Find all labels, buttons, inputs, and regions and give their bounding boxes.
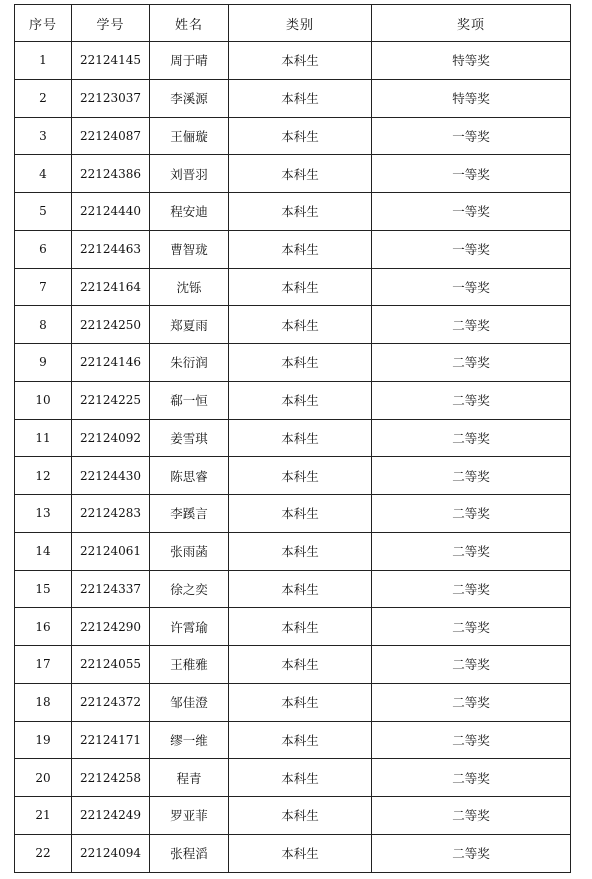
cell-name: 郑夏雨 <box>150 306 229 344</box>
cell-seq: 3 <box>15 117 72 155</box>
cell-category: 本科生 <box>229 381 372 419</box>
table-row <box>15 193 571 231</box>
header-seq: 序号 <box>15 5 72 42</box>
table-row <box>15 495 571 533</box>
cell-name: 李蹊言 <box>150 495 229 533</box>
cell-seq: 15 <box>15 570 72 608</box>
cell-seq: 6 <box>15 230 72 268</box>
table-row <box>15 532 571 570</box>
table-row <box>15 268 571 306</box>
cell-name: 周于晴 <box>150 42 229 80</box>
cell-award: 二等奖 <box>372 759 571 797</box>
cell-category: 本科生 <box>229 683 372 721</box>
cell-category: 本科生 <box>229 306 372 344</box>
table-row <box>15 381 571 419</box>
table-row <box>15 155 571 193</box>
cell-student-id: 22124087 <box>72 117 150 155</box>
cell-category: 本科生 <box>229 268 372 306</box>
cell-seq: 14 <box>15 532 72 570</box>
cell-category: 本科生 <box>229 532 372 570</box>
cell-seq: 5 <box>15 193 72 231</box>
cell-student-id: 22124092 <box>72 419 150 457</box>
cell-name: 朱衍润 <box>150 344 229 382</box>
cell-student-id: 22124283 <box>72 495 150 533</box>
cell-name: 邹佳澄 <box>150 683 229 721</box>
cell-award: 一等奖 <box>372 268 571 306</box>
table-row <box>15 797 571 835</box>
cell-category: 本科生 <box>229 646 372 684</box>
cell-category: 本科生 <box>229 495 372 533</box>
cell-student-id: 22124055 <box>72 646 150 684</box>
cell-student-id: 22124440 <box>72 193 150 231</box>
cell-category: 本科生 <box>229 570 372 608</box>
cell-name: 郗一恒 <box>150 381 229 419</box>
cell-award: 二等奖 <box>372 495 571 533</box>
cell-name: 张程滔 <box>150 834 229 872</box>
cell-award: 二等奖 <box>372 419 571 457</box>
cell-seq: 21 <box>15 797 72 835</box>
cell-award: 二等奖 <box>372 721 571 759</box>
table-row <box>15 42 571 80</box>
cell-student-id: 22124290 <box>72 608 150 646</box>
table-row <box>15 608 571 646</box>
cell-award: 二等奖 <box>372 797 571 835</box>
cell-student-id: 22124164 <box>72 268 150 306</box>
cell-category: 本科生 <box>229 457 372 495</box>
table-row <box>15 570 571 608</box>
table-row <box>15 419 571 457</box>
cell-name: 罗亚菲 <box>150 797 229 835</box>
cell-name: 陈思睿 <box>150 457 229 495</box>
table-row <box>15 457 571 495</box>
cell-category: 本科生 <box>229 79 372 117</box>
cell-award: 一等奖 <box>372 117 571 155</box>
cell-name: 徐之奕 <box>150 570 229 608</box>
cell-award: 二等奖 <box>372 570 571 608</box>
cell-seq: 16 <box>15 608 72 646</box>
cell-seq: 7 <box>15 268 72 306</box>
cell-category: 本科生 <box>229 230 372 268</box>
cell-category: 本科生 <box>229 193 372 231</box>
cell-student-id: 22124225 <box>72 381 150 419</box>
cell-award: 一等奖 <box>372 230 571 268</box>
header-award: 奖项 <box>372 5 571 42</box>
cell-student-id: 22124145 <box>72 42 150 80</box>
table-row <box>15 759 571 797</box>
cell-award: 二等奖 <box>372 344 571 382</box>
cell-student-id: 22124061 <box>72 532 150 570</box>
cell-category: 本科生 <box>229 42 372 80</box>
cell-category: 本科生 <box>229 344 372 382</box>
cell-name: 缪一维 <box>150 721 229 759</box>
cell-category: 本科生 <box>229 608 372 646</box>
cell-seq: 19 <box>15 721 72 759</box>
cell-student-id: 22124171 <box>72 721 150 759</box>
cell-award: 特等奖 <box>372 42 571 80</box>
cell-name: 刘晋羽 <box>150 155 229 193</box>
cell-student-id: 22124372 <box>72 683 150 721</box>
cell-award: 二等奖 <box>372 532 571 570</box>
table-row <box>15 834 571 872</box>
cell-award: 二等奖 <box>372 646 571 684</box>
cell-seq: 10 <box>15 381 72 419</box>
header-category: 类别 <box>229 5 372 42</box>
cell-student-id: 22124249 <box>72 797 150 835</box>
cell-seq: 22 <box>15 834 72 872</box>
cell-seq: 11 <box>15 419 72 457</box>
cell-seq: 9 <box>15 344 72 382</box>
cell-award: 特等奖 <box>372 79 571 117</box>
cell-student-id: 22124386 <box>72 155 150 193</box>
header-student-id: 学号 <box>72 5 150 42</box>
cell-seq: 12 <box>15 457 72 495</box>
header-row <box>15 5 571 42</box>
cell-award: 二等奖 <box>372 381 571 419</box>
cell-category: 本科生 <box>229 721 372 759</box>
header-name: 姓名 <box>150 5 229 42</box>
cell-award: 二等奖 <box>372 457 571 495</box>
table-row <box>15 117 571 155</box>
cell-name: 王俪璇 <box>150 117 229 155</box>
table-header <box>15 5 571 42</box>
cell-name: 王稚雅 <box>150 646 229 684</box>
table-row <box>15 344 571 382</box>
table-body <box>15 42 571 873</box>
table-row <box>15 79 571 117</box>
cell-student-id: 22123037 <box>72 79 150 117</box>
cell-award: 二等奖 <box>372 608 571 646</box>
cell-seq: 2 <box>15 79 72 117</box>
cell-seq: 4 <box>15 155 72 193</box>
cell-seq: 13 <box>15 495 72 533</box>
cell-name: 许霄瑜 <box>150 608 229 646</box>
cell-name: 姜雪琪 <box>150 419 229 457</box>
cell-category: 本科生 <box>229 155 372 193</box>
cell-name: 程青 <box>150 759 229 797</box>
cell-student-id: 22124250 <box>72 306 150 344</box>
table-row <box>15 306 571 344</box>
cell-student-id: 22124146 <box>72 344 150 382</box>
cell-name: 曹智珑 <box>150 230 229 268</box>
cell-award: 一等奖 <box>372 155 571 193</box>
cell-seq: 17 <box>15 646 72 684</box>
table-row <box>15 230 571 268</box>
cell-student-id: 22124430 <box>72 457 150 495</box>
cell-name: 程安迪 <box>150 193 229 231</box>
awards-table <box>14 4 571 873</box>
cell-award: 二等奖 <box>372 834 571 872</box>
cell-seq: 18 <box>15 683 72 721</box>
table-row <box>15 721 571 759</box>
cell-category: 本科生 <box>229 419 372 457</box>
cell-category: 本科生 <box>229 834 372 872</box>
cell-seq: 8 <box>15 306 72 344</box>
cell-seq: 1 <box>15 42 72 80</box>
cell-student-id: 22124463 <box>72 230 150 268</box>
cell-award: 一等奖 <box>372 193 571 231</box>
cell-student-id: 22124337 <box>72 570 150 608</box>
cell-student-id: 22124258 <box>72 759 150 797</box>
cell-student-id: 22124094 <box>72 834 150 872</box>
cell-name: 张雨菡 <box>150 532 229 570</box>
cell-category: 本科生 <box>229 759 372 797</box>
cell-name: 沈铄 <box>150 268 229 306</box>
cell-seq: 20 <box>15 759 72 797</box>
cell-category: 本科生 <box>229 117 372 155</box>
cell-award: 二等奖 <box>372 683 571 721</box>
table-row <box>15 646 571 684</box>
cell-category: 本科生 <box>229 797 372 835</box>
cell-name: 李溪源 <box>150 79 229 117</box>
cell-award: 二等奖 <box>372 306 571 344</box>
table-row <box>15 683 571 721</box>
